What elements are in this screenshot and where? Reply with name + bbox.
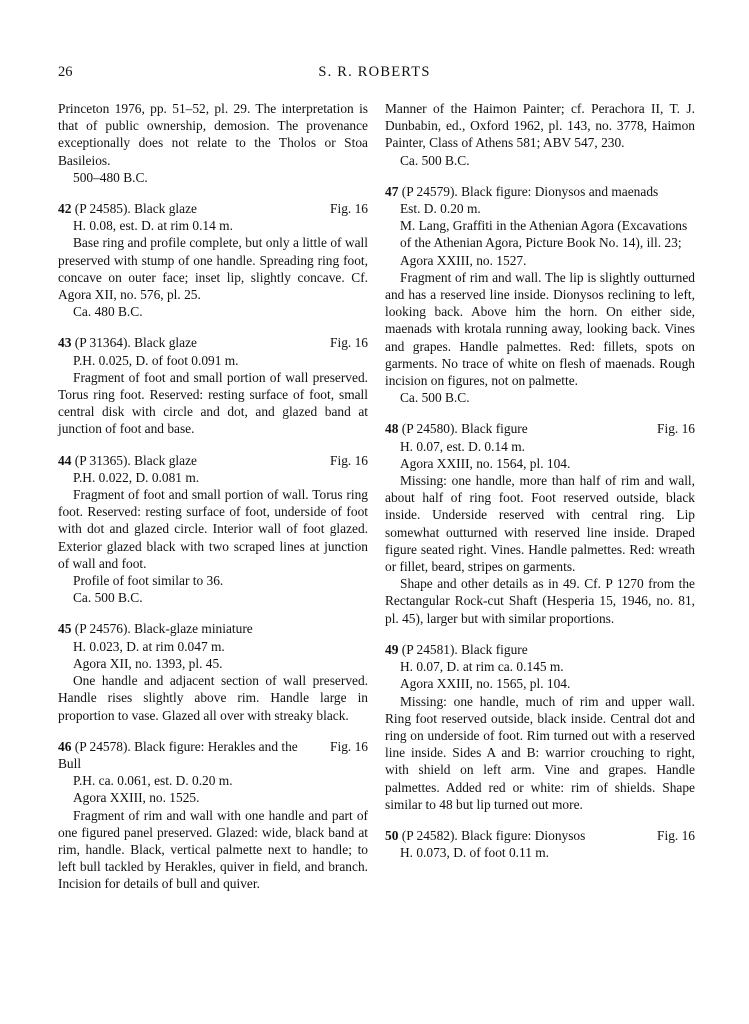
left-column xyxy=(58,100,368,893)
dimensions: H. 0.07, est. D. 0.14 m. xyxy=(400,438,525,454)
dimensions: H. 0.023, D. at rim 0.047 m. xyxy=(73,638,225,654)
entry-title xyxy=(385,827,585,844)
bibliography: Agora XXIII, no. 1525. xyxy=(73,790,200,806)
entry-heading: (P 24582). Black figure: Dionysos xyxy=(398,827,586,843)
dimensions: H. 0.08, est. D. at rim 0.14 m. xyxy=(73,218,233,234)
catalog-number: 45 xyxy=(58,621,72,637)
dimensions: P.H. 0.025, D. of foot 0.091 m. xyxy=(73,352,239,368)
page-header xyxy=(58,64,691,84)
entry-heading: (P 31365). Black glaze xyxy=(71,452,197,468)
running-head: S. R. ROBERTS xyxy=(318,64,431,80)
entry-intro xyxy=(58,100,368,186)
comparison-note: Shape and other details as in 49. Cf. P 1270 from the Rectangular Rock-cut Shaft (Hesperia 15, 1946, no. 81, pl. 45), larger but with similar proportions. xyxy=(385,576,695,626)
catalog-number: 43 xyxy=(58,335,72,351)
date: Ca. 500 B.C. xyxy=(400,152,470,168)
entry-46 xyxy=(58,738,368,893)
entry-heading: (P 24581). Black figure xyxy=(398,641,528,657)
entry-heading: (P 24585). Black glaze xyxy=(71,201,197,217)
catalog-number: 49 xyxy=(385,641,399,657)
entry-43 xyxy=(58,334,368,437)
date: Ca. 500 B.C. xyxy=(73,590,143,606)
dimensions: P.H. 0.022, D. 0.081 m. xyxy=(73,469,200,485)
description: One handle and adjacent section of wall preserved. Handle rises slightly above rim. Handle large in proportion to vase. Glazed all over with streaky black. xyxy=(58,673,368,723)
entry-title xyxy=(58,452,197,469)
entry-48 xyxy=(385,420,695,626)
description: Base ring and profile complete, but only a little of wall preserved with stump of one handle. Spreading ring foot, concave on outer face; inset lip, slightly concave. Cf. Agora XII, no. 576, pl. 25. xyxy=(58,235,368,303)
figure-reference: Fig. 16 xyxy=(330,738,368,754)
entry-heading: (P 24580). Black figure xyxy=(398,421,528,437)
description: Fragment of foot and small portion of wall. Torus ring foot. Reserved: resting surface of foot, underside of foot with dot and glazed circle. Interior wall of foot glazed. Exterior glazed black with two scraped lines at junction of wall and foot. xyxy=(58,487,368,571)
catalog-number: 47 xyxy=(385,183,399,199)
entry-title xyxy=(58,334,197,351)
entry-heading: (P 31364). Black glaze xyxy=(71,335,197,351)
description: Fragment of rim and wall with one handle and part of one figured panel preserved. Glazed: wide, black band at rim, handle. Black, vertical palmette next to handle; to left bull tackled by Herakles, quiver in field, and branch. Incision for details of bull and quiver. xyxy=(58,807,368,892)
entry-50 xyxy=(385,827,695,861)
entry-title xyxy=(385,420,528,437)
entry-46-continued xyxy=(385,100,695,169)
intro-text: Princeton 1976, pp. 51–52, pl. 29. The interpretation is that of public ownership, demosion. The provenance exceptionally does not relate to the Tholos or Stoa Basileios. xyxy=(58,101,368,168)
entry-44 xyxy=(58,452,368,607)
entry-heading: (P 24576). Black-glaze miniature xyxy=(71,621,253,637)
entry-heading: (P 24578). Black figure: Herakles and the Bull xyxy=(58,738,298,771)
intro-date: 500–480 B.C. xyxy=(73,169,148,185)
dimensions: H. 0.07, D. at rim ca. 0.145 m. xyxy=(400,659,564,675)
entry-title xyxy=(385,641,528,658)
dimensions: Est. D. 0.20 m. xyxy=(400,201,481,217)
comparison-note: Profile of foot similar to 36. xyxy=(73,573,224,589)
figure-reference: Fig. 16 xyxy=(330,452,368,468)
entry-title xyxy=(58,620,253,637)
bibliography: M. Lang, Graffiti in the Athenian Agora (Excavations of the Athenian Agora, Picture Book No. 14), ill. 23; Agora XXIII, no. 1527. xyxy=(400,218,688,268)
date: Ca. 480 B.C. xyxy=(73,304,143,320)
dimensions: H. 0.073, D. of foot 0.11 m. xyxy=(400,845,550,861)
description: Fragment of rim and wall. The lip is slightly outturned and has a reserved line inside. Dionysos reclining to left, looking back. Above him the horn. On either side, maenads with krotala running away, looking back. Vines and grapes. Handle palmettes. Red: fillets, spots on garments. No trace of white on flesh of maenads. Rough incision on figures, not on palmette. xyxy=(385,269,695,389)
catalog-number: 50 xyxy=(385,827,399,843)
right-column xyxy=(385,100,695,861)
dimensions: P.H. ca. 0.061, est. D. 0.20 m. xyxy=(73,773,233,789)
entry-title xyxy=(385,183,658,200)
page-number: 26 xyxy=(58,64,73,80)
entry-title xyxy=(58,738,320,772)
description: Missing: one handle, more than half of rim and wall, about half of ring foot. Foot reserved outside, black inside. Underside reserved with central ring. Lip somewhat outturned with reserved line inside. Draped figure seated right. Vines. Handle palmettes. Red: wreath or fillet, beard, stripes on garments. xyxy=(385,473,695,575)
entry-49 xyxy=(385,641,695,813)
bibliography: Agora XXIII, no. 1564, pl. 104. xyxy=(400,455,571,471)
figure-reference: Fig. 16 xyxy=(657,827,695,843)
entry-heading: (P 24579). Black figure: Dionysos and maenads xyxy=(398,183,659,199)
entry-47 xyxy=(385,183,695,407)
bibliography: Agora XII, no. 1393, pl. 45. xyxy=(73,655,223,671)
continued-text: Manner of the Haimon Painter; cf. Perachora II, T. J. Dunbabin, ed., Oxford 1962, pl. 143, no. 3778, Haimon Painter, Class of Athens 581; ABV 547, 230. xyxy=(385,101,695,151)
date: Ca. 500 B.C. xyxy=(400,390,470,406)
catalog-number: 46 xyxy=(58,738,72,754)
description: Missing: one handle, much of rim and upper wall. Ring foot reserved outside, black inside. Central dot and ring on underside of foot. Rim turned out with a reserved line inside. Sides A and B: warrior crouching to right, with shield on left arm. Vine and grapes. Handle palmettes. Added red or white: rim of shields. Shape similar to 48 but lip turned out more. xyxy=(385,693,695,812)
description: Fragment of foot and small portion of wall preserved. Torus ring foot. Reserved: resting surface of foot, small central disk with circle and dot, and glazed band at junction of foot and base. xyxy=(58,369,368,437)
figure-reference: Fig. 16 xyxy=(330,335,368,351)
entry-42 xyxy=(58,200,368,320)
entry-45 xyxy=(58,620,368,723)
figure-reference: Fig. 16 xyxy=(657,421,695,437)
catalog-number: 44 xyxy=(58,452,72,468)
bibliography: Agora XXIII, no. 1565, pl. 104. xyxy=(400,676,571,692)
catalog-number: 42 xyxy=(58,201,72,217)
entry-title xyxy=(58,200,197,217)
figure-reference: Fig. 16 xyxy=(330,201,368,217)
catalog-number: 48 xyxy=(385,421,399,437)
